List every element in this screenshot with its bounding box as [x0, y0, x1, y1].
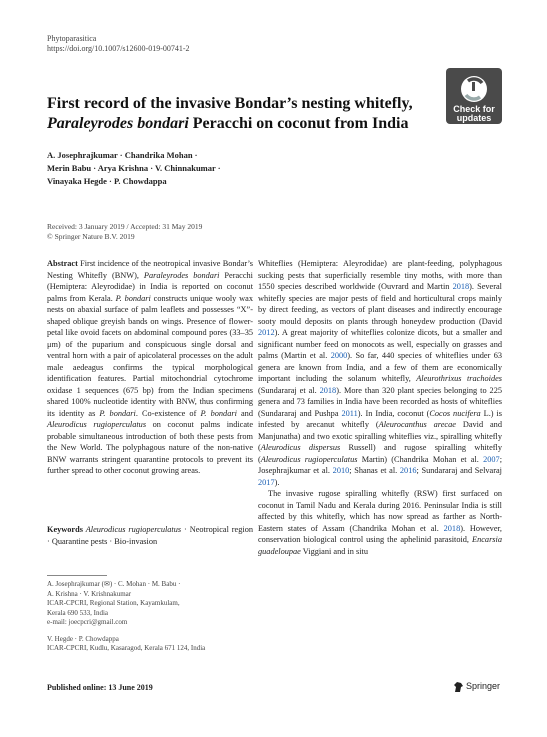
title-line2-rest: Peracchi on coconut from India — [188, 115, 409, 132]
body-text-run: ). — [274, 477, 280, 487]
published-online-date: Published online: 13 June 2019 — [47, 683, 153, 692]
author-list — [47, 149, 377, 188]
citation-link[interactable]: 2010 — [332, 466, 350, 475]
authors-line1: A. Josephrajkumar · Chandrika Mohan · — [47, 150, 198, 160]
body-text-run: ; Josephrajkumar et al. — [258, 454, 502, 475]
body-text-run: Russell) and rugose spiralling whitefly ( — [258, 443, 502, 464]
abstract-species: P. bondari — [115, 293, 151, 303]
citation-link[interactable]: 2018 — [443, 523, 461, 533]
keywords — [47, 524, 253, 547]
doi-link[interactable]: https://doi.org/10.1007/s12600-019-00741-2 — [47, 44, 190, 53]
abstract-species: Aleurodicus rugioperculatus — [47, 420, 147, 429]
body-text-run: ). Several whitefly species are major pests of field and horticultural crops mainly by direct feeding, as vectors of plant diseases and indirectly encourage sooty mould deposits on plants through honeydew production (David — [258, 282, 502, 326]
title-species: Paraleyrodes bondari — [47, 115, 189, 132]
citation-link[interactable]: 2007 — [483, 454, 500, 464]
check-for-updates-badge[interactable] — [446, 68, 502, 124]
article-title — [47, 94, 437, 134]
citation-link[interactable]: 2018 — [452, 282, 470, 291]
title-line2 — [47, 114, 437, 134]
body-text — [258, 258, 502, 557]
body-text-run: ). More than 320 plant species belonging to 225 genera and 73 families in India have been recorded as hosts of whiteflies (Sundararaj and Pushpa — [258, 385, 502, 418]
citation-link[interactable]: 2000 — [330, 351, 348, 360]
badge-line1: Check for — [453, 104, 495, 114]
affiliation-institute-2: ICAR-CPCRI, Kudlu, Kasaragod, Kerala 671 124, India — [47, 644, 206, 652]
abstract-species: P. bondari — [99, 408, 136, 418]
publisher-name: Springer — [466, 681, 501, 691]
abstract-text: and — [236, 408, 253, 418]
species-name: Aleurodicus dispersus — [260, 443, 341, 452]
body-text-run: Viggiani and in situ — [300, 546, 368, 556]
abstract-text: constructs unique wooly wax nests on abaxial surface of palm leaflets and possesses “X”-shaped oblique greyish bands on wings. Presence of flower-petal like ovoid facets on abdominal compound pores (33–35 μm) of the puparium and conspicuous single dorsal and ventral horn with a pair of apicolateral processes on the adult male aedeagus confirms the typical morphological identification features. Partial mitochondrial cytochrome oxidase 1 sequences (675 bp) from the Indian specimens shared 100% nucleotide identity with BNW, thus confirming its identity as — [47, 293, 253, 418]
paragraph-2 — [258, 488, 502, 557]
affiliations — [47, 580, 253, 654]
abstract-text: First incidence of the neotropical invasive Bondar’s Nesting Whitefly (BNW), — [47, 259, 253, 280]
copyright: © Springer Nature B.V. 2019 — [47, 232, 135, 241]
affiliation-divider — [47, 575, 107, 576]
body-text-run: L.) is infested by arecanut whitefly ( — [258, 408, 503, 429]
abstract-species: Paraleyrodes bondari — [143, 270, 220, 280]
body-text-run: ). In India, coconut ( — [357, 408, 430, 418]
abstract-text: Peracchi (Hemiptera: Aleyrodidae) in India is reported on coconut palms from Kerala. — [47, 270, 253, 303]
abstract-text: . Co-existence of — [135, 408, 201, 418]
affiliation-address-1: Kerala 690 533, India — [47, 608, 109, 617]
body-text-run: ; Shanas et al. — [349, 466, 400, 475]
keyword-species: Aleurodicus rugioperculatus — [82, 525, 182, 534]
species-name: Aleurocanthus arecae — [378, 420, 456, 429]
abstract-text: on coconut palms indicate probable simultaneous introduction of both these pests from the New World. The polyphagous nature of the non-native BNW warrants stringent quarantine protocols to prevent its further spread to other coconut growing areas. — [47, 420, 253, 475]
affiliation-authors-1: A. Josephrajkumar (✉) · C. Mohan · M. Babu · — [47, 580, 181, 588]
body-text-run: David and Manjunatha) and two exotic spiralling whiteflies viz., spiralling whitefly ( — [258, 420, 502, 452]
badge-line2: updates — [456, 113, 492, 123]
keywords-rest: · Neotropical region · Quarantine pests · Bio-invasion — [47, 525, 253, 546]
citation-link[interactable]: 2011 — [341, 408, 358, 418]
abstract-label: Abstract — [47, 259, 78, 268]
springer-horse-icon — [453, 680, 464, 692]
body-text-run: ). However, conservation biological control using the aphelinid parasitoid, — [258, 523, 503, 544]
affiliation-institute-1: ICAR-CPCRI, Regional Station, Kayamkulam, — [47, 599, 180, 607]
body-text-run: ). So far, 440 species of whiteflies under 63 genera are known from India, and a few of them are economically important including the solanum whitefly, — [258, 351, 502, 383]
species-name: Cocos nucifera — [429, 408, 481, 418]
journal-name: Phytoparasitica — [47, 34, 97, 43]
citation-link[interactable]: 2016 — [399, 466, 417, 475]
body-text-run: (Sundararaj et al. — [258, 385, 320, 395]
corresponding-email[interactable]: e-mail: joecpcri@gmail.com — [47, 618, 128, 626]
abstract — [47, 258, 253, 477]
body-text-run: Whiteflies (Hemiptera: Aleyrodidae) are plant-feeding, polyphagous sucking pests that superficially resemble tiny moths, with more than 1550 species described worldwide (Ouvrard and Martin — [258, 259, 502, 291]
body-text-run: Martin) (Chandrika Mohan et al. — [357, 454, 484, 464]
affiliation-authors-2: V. Hegde · P. Chowdappa — [47, 634, 119, 643]
title-line1: First record of the invasive Bondar’s nesting whitefly, — [47, 95, 413, 112]
body-text-run: ; Sundararaj and Selvaraj — [416, 466, 502, 475]
article-dates — [47, 222, 202, 242]
abstract-species: P. bondari — [200, 408, 237, 418]
affiliation-authors-1b: A. Krishna · V. Krishnakumar — [47, 589, 132, 598]
citation-link[interactable]: 2012 — [258, 328, 275, 337]
keywords-label: Keywords — [47, 525, 83, 534]
authors-line3: Vinayaka Hegde · P. Chowdappa — [47, 176, 167, 186]
body-text-run: ). A great majority of whiteflies colonize dicots, but a smaller and significant number feed on monocots as well, especially on grasses and palms (Martin et al. — [258, 328, 502, 360]
species-name: Encarsia guadeloupae — [258, 535, 502, 556]
received-accepted: Received: 3 January 2019 / Accepted: 31 May 2019 — [47, 222, 203, 231]
citation-link[interactable]: 2017 — [258, 477, 275, 487]
body-text-run: The invasive rugose spiralling whitefly (RSW) first surfaced on coconut in Tamil Nadu and Kerala during 2016. Peninsular India is still affected by this whitefly, which has now spread as farther as North-Eastern states of Assam (Chandrika Mohan et al. — [258, 489, 502, 533]
paragraph-1 — [258, 258, 502, 488]
citation-link[interactable]: 2018 — [319, 385, 337, 395]
species-name: Aleurodicus rugioperculatus — [260, 454, 358, 464]
authors-line2: Merin Babu · Arya Krishna · V. Chinnakumar · — [47, 163, 221, 173]
species-name: Aleurothrixus trachoides — [416, 374, 502, 383]
